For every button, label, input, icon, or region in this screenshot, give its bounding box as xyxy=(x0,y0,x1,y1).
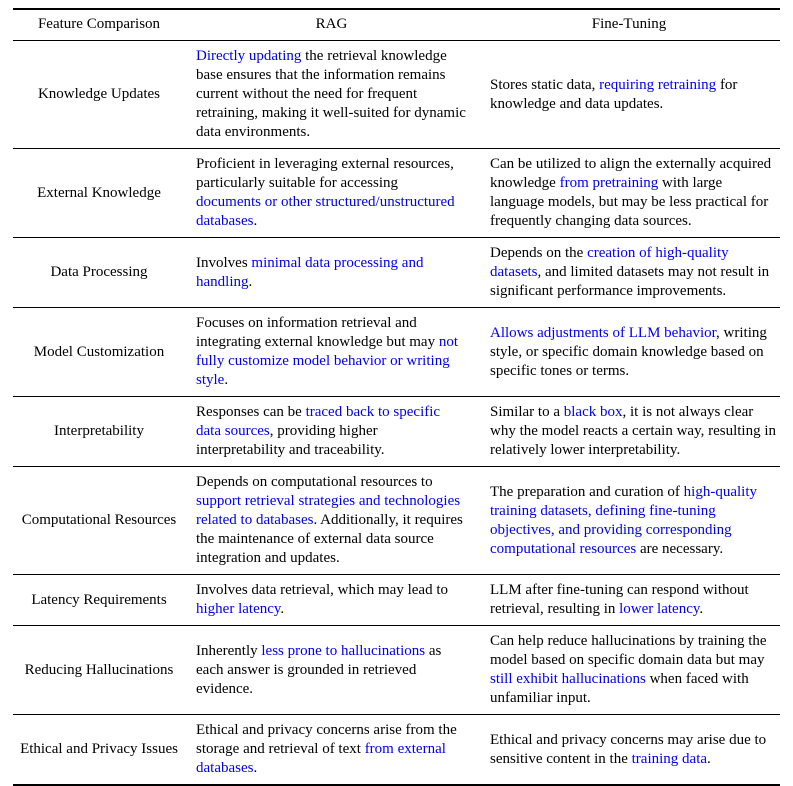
plain-text: LLM after fine-tuning can respond without retrieval, resulting in xyxy=(490,582,749,617)
rag-vs-finetuning-table xyxy=(13,8,780,786)
plain-text: , it is not always clear why the model reacts a certain way, resulting in relatively lower interpretability. xyxy=(490,404,777,458)
feature-cell: Reducing Hallucinations xyxy=(24,661,174,678)
finetuning-cell xyxy=(478,397,780,467)
highlighted-text: less prone to hallucinations xyxy=(261,642,426,659)
table-row xyxy=(13,149,780,238)
highlighted-text: from external databases xyxy=(196,741,446,776)
table-row xyxy=(13,467,780,575)
rag-cell xyxy=(185,715,478,786)
highlighted-text: creation of high-quality datasets xyxy=(490,245,729,280)
plain-text: are necessary. xyxy=(636,540,724,557)
rag-cell xyxy=(185,575,478,626)
plain-text: Can help reduce hallucinations by training the model based on specific domain data but may xyxy=(490,633,767,668)
highlighted-text: minimal data processing and handling xyxy=(196,254,424,290)
feature-cell: Data Processing xyxy=(50,264,148,280)
plain-text: Proficient in leveraging external resources, particularly suitable for accessing xyxy=(196,156,454,191)
table-row xyxy=(13,575,780,626)
rag-cell xyxy=(185,308,478,397)
plain-text: Responses can be xyxy=(196,404,306,420)
plain-text: Can be utilized to align the externally acquired knowledge xyxy=(490,156,772,191)
feature-cell: Computational Resources xyxy=(21,512,177,528)
plain-text: . xyxy=(699,601,704,617)
plain-text: . xyxy=(253,213,258,229)
table-row xyxy=(13,41,780,149)
plain-text: , providing higher interpretability and traceability. xyxy=(196,423,385,458)
finetuning-cell xyxy=(478,41,780,149)
header-rag: RAG xyxy=(185,9,478,41)
highlighted-text: not fully customize model behavior or writing style xyxy=(196,334,459,388)
plain-text: Focuses on information retrieval and integrating external knowledge but may xyxy=(196,315,439,350)
feature-cell: External Knowledge xyxy=(37,184,161,201)
plain-text: for knowledge and data updates. xyxy=(490,76,738,112)
finetuning-cell xyxy=(478,715,780,786)
plain-text: Involves data retrieval, which may lead to xyxy=(196,582,448,598)
highlighted-text: high-quality training datasets, defining fine-tuning objectives, and providing corresponding computational resources xyxy=(490,483,757,557)
highlighted-text: Allows adjustments of LLM behavior xyxy=(490,324,717,341)
rag-cell xyxy=(185,238,478,308)
feature-cell: Interpretability xyxy=(54,423,144,439)
table-row xyxy=(13,238,780,308)
highlighted-text: support retrieval strategies and technologies related to databases xyxy=(196,493,461,528)
rag-cell xyxy=(185,467,478,575)
feature-cell: Ethical and Privacy Issues xyxy=(20,741,178,757)
plain-text: Ethical and privacy concerns may arise due to sensitive content in the xyxy=(490,731,767,767)
plain-text: , and limited datasets may not result in significant performance improvements. xyxy=(490,264,770,299)
plain-text: when faced with unfamiliar input. xyxy=(490,671,749,706)
finetuning-cell xyxy=(478,467,780,575)
finetuning-cell xyxy=(478,308,780,397)
plain-text: Ethical and privacy concerns arise from the storage and retrieval of text xyxy=(196,722,457,757)
plain-text: . xyxy=(707,750,711,767)
table-row xyxy=(13,626,780,715)
rag-cell xyxy=(185,397,478,467)
highlighted-text: traced back to specific data sources xyxy=(196,404,441,439)
finetuning-cell xyxy=(478,575,780,626)
feature-cell: Latency Requirements xyxy=(31,591,167,608)
table-row xyxy=(13,397,780,467)
rag-cell xyxy=(185,626,478,715)
plain-text: Involves xyxy=(196,254,252,271)
highlighted-text: training data xyxy=(631,750,708,767)
table-row xyxy=(13,308,780,397)
plain-text: as each answer is grounded in retrieved evidence. xyxy=(196,642,442,697)
plain-text: . xyxy=(224,372,229,388)
highlighted-text: from pretraining xyxy=(559,175,659,191)
header-feature-comparison: Feature Comparison xyxy=(13,9,185,41)
highlighted-text: documents or other structured/unstructured databases xyxy=(196,194,455,229)
table-row xyxy=(13,715,780,786)
plain-text: . xyxy=(248,273,253,290)
finetuning-cell xyxy=(478,149,780,238)
header-row xyxy=(13,9,780,41)
plain-text: The preparation and curation of xyxy=(490,483,684,500)
plain-text: . xyxy=(253,760,258,776)
highlighted-text: Directly updating xyxy=(196,48,302,64)
plain-text: Depends on computational resources to xyxy=(196,474,433,490)
feature-cell: Model Customization xyxy=(33,343,165,360)
plain-text: Stores static data, xyxy=(490,76,600,93)
highlighted-text: still exhibit hallucinations xyxy=(490,671,646,687)
plain-text: with large language models, but may be less practical for frequently changing data sources. xyxy=(490,175,769,229)
plain-text: . Additionally, it requires the maintenance of external data source integration and updates. xyxy=(196,512,463,566)
rag-cell xyxy=(185,149,478,238)
plain-text: the retrieval knowledge base ensures that the information remains current without the need for frequent retraining, making it well-suited for dynamic data environments. xyxy=(196,48,466,140)
plain-text: Similar to a xyxy=(490,404,564,420)
table-body xyxy=(13,41,780,786)
plain-text: Inherently xyxy=(196,642,262,659)
highlighted-text: black box xyxy=(563,404,623,420)
finetuning-cell xyxy=(478,238,780,308)
plain-text: Depends on the xyxy=(490,245,588,261)
rag-cell xyxy=(185,41,478,149)
highlighted-text: higher latency xyxy=(196,601,281,617)
finetuning-cell xyxy=(478,626,780,715)
plain-text: , writing style, or specific domain knowledge based on specific tones or terms. xyxy=(490,324,767,379)
highlighted-text: requiring retraining xyxy=(599,76,717,93)
plain-text: . xyxy=(280,601,285,617)
header-fine-tuning: Fine-Tuning xyxy=(478,9,780,41)
feature-cell: Knowledge Updates xyxy=(37,86,161,102)
highlighted-text: lower latency xyxy=(619,601,700,617)
